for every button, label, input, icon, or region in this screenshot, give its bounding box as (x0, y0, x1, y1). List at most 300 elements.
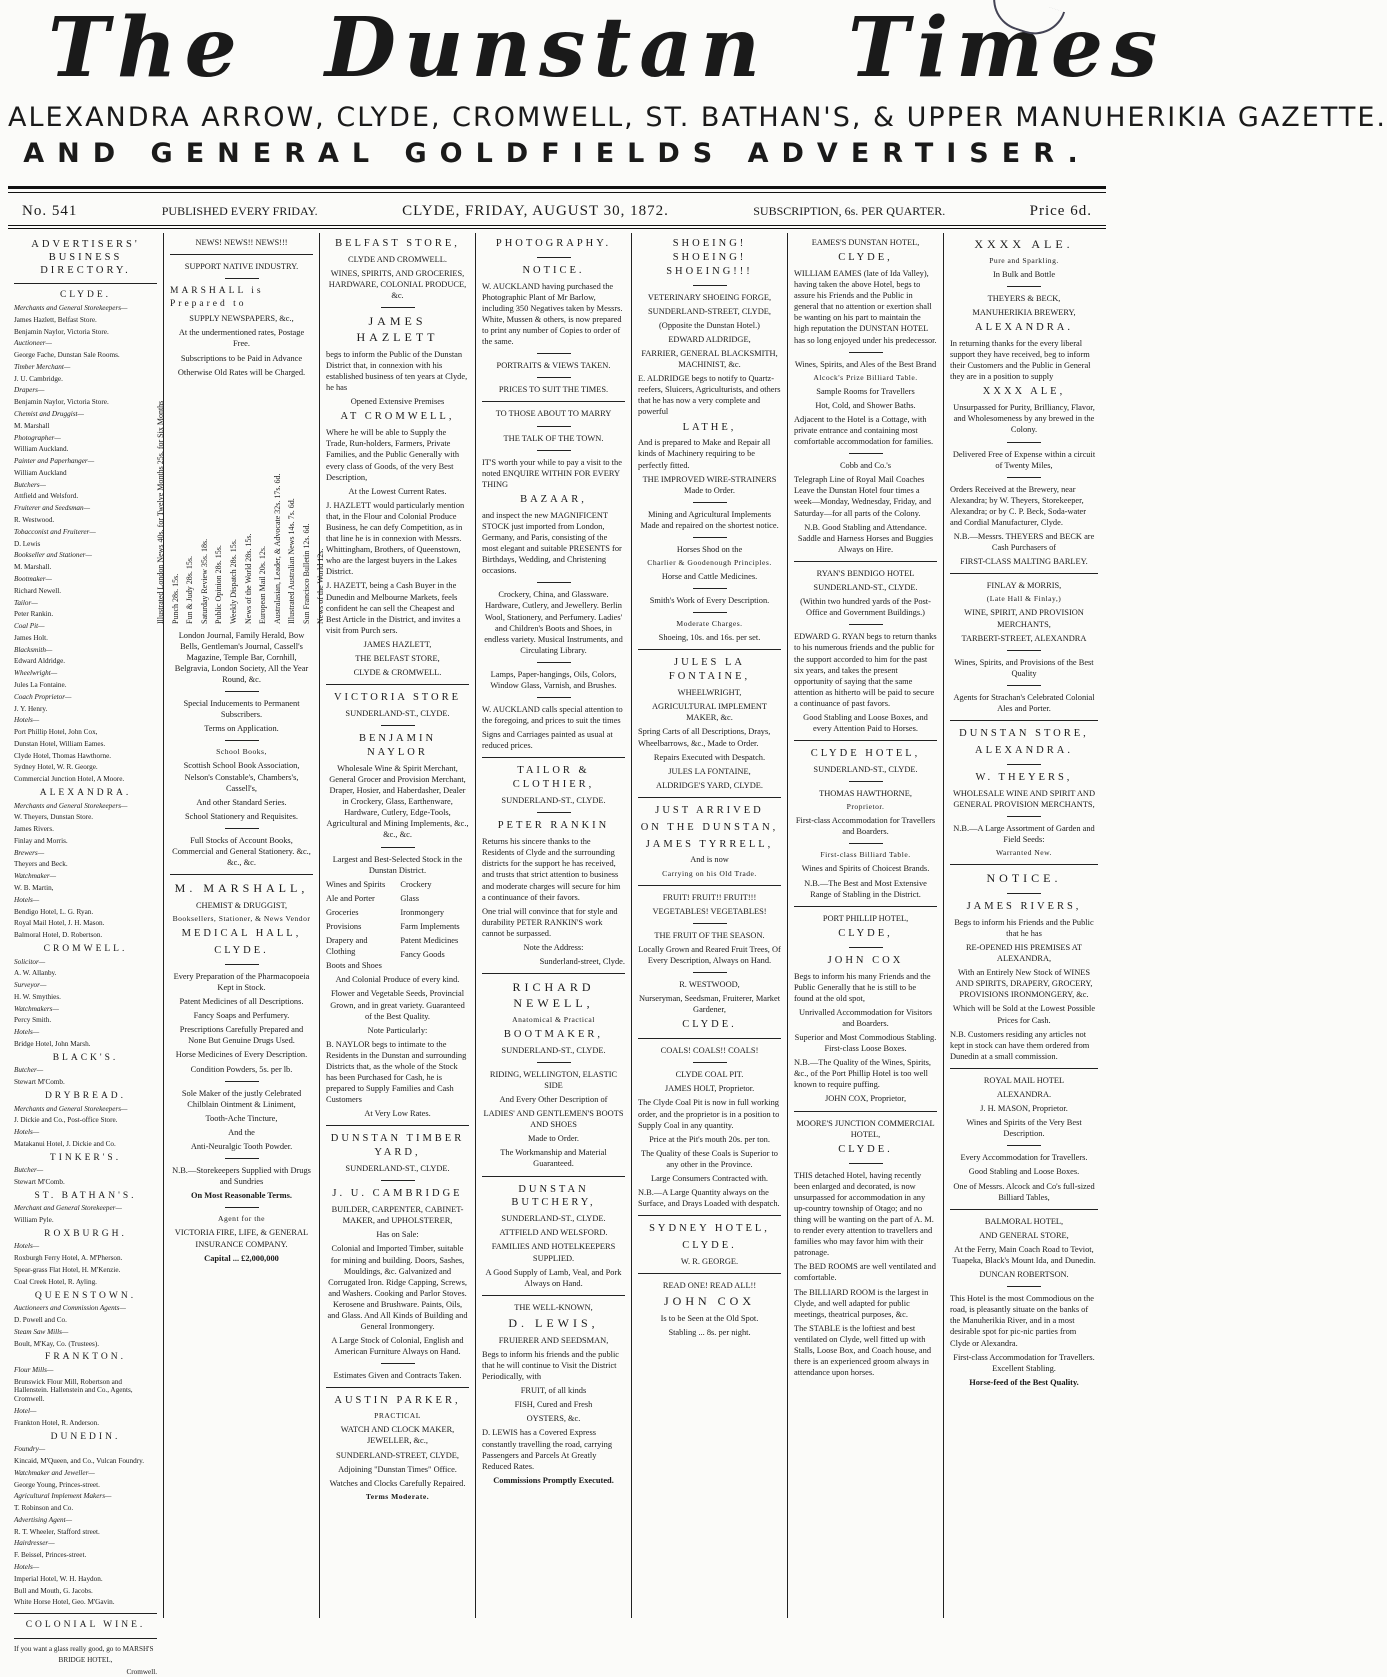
goods-item: Drapery and Clothing (326, 936, 368, 957)
town-heading: BLACK'S. (52, 1052, 119, 1063)
town-heading: CLYDE. (59, 290, 112, 301)
dir-entry: Clyde Hotel, Thomas Hawthorne. (14, 751, 112, 760)
ad-text: With an Entirely New Stock of WINES AND SPIRITS, DRAPERY, GROCERY, PROVISIONS IRONMONGERY, &c. (955, 968, 1093, 1000)
dir-category: Butchers— (14, 480, 46, 489)
ad-heading: THEYERS & BECK, (987, 293, 1061, 303)
goods-item: Ale and Porter (326, 893, 375, 903)
dir-category: Blacksmith— (14, 645, 53, 654)
ad-text: (Opposite the Dunstan Hotel.) (659, 320, 760, 330)
goods-item: Fancy Goods (400, 950, 445, 960)
dir-entry: Kincaid, M'Queen, and Co., Vulcan Foundry. (14, 1456, 145, 1465)
rate-row: Illustrated London News 40s. for Twelve Months 25s. for Six Months (156, 400, 166, 624)
ad-text: Sole Maker of the justly Celebrated Chilblain Ointment & Liniment, (181, 1088, 302, 1109)
divider (950, 720, 1098, 721)
ad-text: Colonial and Imported Timber, suitable for mining and building. Doors, Sashes, Mouldings, &c. Galvanized and Corrugated Iron. Ridge Capping, Screws, and Washers. Cooking and Parlor Stoves. Kerosene and Brushware. Paints, Oils, and Glass. And All Kinds of Building and General Ironmongery. (327, 1244, 468, 1332)
ad-text: Flower and Vegetable Seeds, Provincial Grown, and in great variety. Guaranteed of the Best Quality. (330, 989, 465, 1021)
divider (794, 906, 937, 907)
ad-heading: COLONIAL WINE. (25, 1620, 146, 1631)
dateline (8, 193, 1106, 226)
ad-text: First-class Accommodation for Travellers. Excellent Stabling. (953, 1352, 1095, 1373)
ad-text: Spring Carts of all Descriptions, Drays, Wheelbarrows, &c., Made to Order. (638, 727, 771, 748)
ad-text: If you want a glass really good, go to MARSH'S (14, 1644, 154, 1653)
divider (381, 847, 415, 848)
dir-entry: Coal Creek Hotel, R. Ayling. (14, 1277, 97, 1286)
ad-heading: PHOTOGRAPHY. (495, 238, 612, 249)
ad-text: Otherwise Old Rates will be Charged. (177, 367, 306, 377)
dir-category: Hotels— (14, 1028, 40, 1037)
ad-text: In returning thanks for the every liberal support they have received, beg to inform their Customers and the Public in General they are in a position to supply (950, 338, 1091, 382)
ad-heading: DUNSTAN TIMBER YARD, (330, 1133, 465, 1159)
ad-text: SUNDERLAND-ST., CLYDE. (813, 765, 918, 775)
ad-text: RIDING, WELLINGTON, ELASTIC SIDE (489, 1069, 618, 1090)
dir-entry: Finlay and Morris. (14, 836, 68, 845)
ad-text: The Quality of these Coals is Superior to any other in the Province. (640, 1148, 778, 1169)
masthead-title (8, 0, 1166, 96)
ad-text: Returns his sincere thanks to the Residents of Clyde and the surrounding districts for the support he has received, and trusts that strict attention to business and moderate charges will secure for him a continuance of their favors. (482, 837, 621, 902)
dir-category: Coal Pit— (14, 622, 45, 631)
ad-text: Largest and Best-Selected Stock in the Dunstan District. (332, 854, 463, 875)
rate-row: Sun Francisco Bulletin 12s. 6d. (301, 523, 311, 624)
issue-price: Price 6d. (1029, 203, 1092, 219)
publish-frequency: PUBLISHED EVERY FRIDAY. (161, 204, 318, 218)
ad-text: One trial will convince that for style and durability PETER RANKIN'S work cannot be surpassed. (482, 906, 618, 938)
ad-text: And Every Other Description of (499, 1095, 608, 1104)
ad-text: J. HAZETT, being a Cash Buyer in the Dunedin and Melbourne Markets, feels confident he can sell the Cheapest and Best Article in the District, and invites a visit from Purch sers. (326, 581, 461, 635)
divider (225, 828, 259, 829)
dir-entry: Peter Rankin. (14, 610, 54, 619)
ad-text: At the undermentioned rates, Postage Free. (178, 328, 305, 349)
divider (638, 1038, 781, 1039)
ad-text: W. AUCKLAND calls special attention to the foregoing, and prices to suit the times (482, 705, 623, 726)
ad-text: And is now (690, 855, 729, 865)
divider (1007, 764, 1041, 765)
ad-text: Large Consumers Contracted with. (650, 1174, 769, 1184)
masthead-rule (8, 186, 1106, 193)
divider (638, 1215, 781, 1216)
dir-category: Advertising Agent— (14, 1515, 72, 1524)
ad-text: One of Messrs. Alcock and Co's full-sized Billiard Tables, (953, 1181, 1095, 1202)
ad-text: Good Stabling and Loose Boxes. (968, 1167, 1080, 1177)
dir-entry: White Horse Hotel, Geo. M'Gavin. (14, 1598, 115, 1607)
dir-category: Watchmaker and Jeweller— (14, 1468, 95, 1477)
ad-text: Is to be Seen at the Old Spot. (660, 1314, 759, 1324)
ad-text: OYSTERS, &c. (526, 1414, 581, 1424)
ad-text: J. HAZLETT would particularly mention that, in the Flour and Colonial Produce Business, he can defy Competition, as in that line he is in connexion with Messrs. Whittingham, Brothers, of Queenstown, who are the largest buyers in the Lakes District. (326, 500, 465, 577)
ad-text: Full Stocks of Account Books, Commercial and General Stationery. &c., &c., &c. (172, 835, 311, 868)
goods-item: Ironmongery (400, 907, 445, 917)
divider (693, 285, 727, 286)
ad-heading: VICTORIA STORE (333, 692, 462, 704)
ad-text: Watches and Clocks Carefully Repaired. (329, 1478, 466, 1488)
dir-category: Butcher— (14, 1066, 44, 1075)
ad-text: The Workmanship and Material Guaranteed. (500, 1148, 607, 1169)
ad-text: Has on Sale: (376, 1230, 419, 1240)
ad-text: Stabling ... 8s. per night. (668, 1328, 751, 1338)
dir-entry: Edward Aldridge. (14, 657, 66, 666)
divider (537, 1062, 571, 1063)
dir-entry: Spear-grass Flat Hotel, H. M'Kenzie. (14, 1266, 121, 1275)
ad-heading: BOOTMAKER, (503, 1028, 604, 1040)
ad-text: WATCH AND CLOCK MAKER, JEWELLER, &c., (340, 1425, 455, 1446)
dir-category: Merchants and General Storekeepers— (14, 1104, 128, 1113)
ad-text: Special Inducements to Permanent Subscribers. (183, 699, 300, 720)
ad-heading: CLYDE. (838, 1143, 893, 1155)
ad-text: School Stationery and Requisites. (184, 811, 299, 821)
masthead-word-3: Times (847, 0, 1166, 96)
divider (537, 377, 571, 378)
divider (170, 874, 313, 875)
ad-text: WINE, SPIRIT, AND PROVISION MERCHANTS, (964, 608, 1084, 629)
town-heading: FRANKTON. (45, 1352, 126, 1363)
divider (482, 1295, 625, 1296)
dir-entry: H. W. Smythies. (14, 992, 61, 1001)
ad-text: At the Lowest Current Rates. (348, 486, 447, 496)
town-heading: TINKER'S. (49, 1152, 122, 1163)
ad-text: Patent Medicines of all Descriptions. (179, 997, 304, 1007)
dir-entry: William Auckland (14, 468, 67, 477)
ad-heading: DUNCAN ROBERTSON. (979, 1270, 1069, 1280)
ad-text: Horse-feed of the Best Quality. (969, 1377, 1079, 1387)
ad-text: Agent for the (218, 1214, 265, 1224)
ad-text: A Large Stock of Colonial, English and American Furniture Always on Hand. (331, 1336, 464, 1357)
ad-heading: SUPPORT NATIVE INDUSTRY. (184, 262, 299, 272)
dir-entry: R. Westwood. (14, 516, 55, 525)
ad-heading: CLYDE. (214, 945, 269, 957)
divider (849, 624, 883, 625)
ad-text: Nurseryman, Seedsman, Fruiterer, Market Gardener, (638, 994, 781, 1015)
ad-heading: CLYDE, (838, 927, 893, 939)
dir-category: Merchants and General Storekeepers— (14, 801, 128, 810)
dir-entry: Attfield and Welsford. (14, 492, 79, 501)
ad-text: BRIDGE HOTEL, (58, 1656, 113, 1665)
ad-text: Adjoining "Dunstan Times" Office. (338, 1464, 457, 1474)
dir-entry: T. Robinson and Co. (14, 1504, 74, 1513)
ad-text: WINES, SPIRITS, AND GROCERIES, HARDWARE, COLONIAL PRODUCE, &c. (328, 268, 467, 301)
town-heading: CROMWELL. (43, 943, 128, 954)
goods-item: Boots and Shoes (326, 961, 382, 971)
ad-text: Wines, Spirits, and Provisions of the Best Quality (954, 657, 1094, 678)
ad-text: First-class Accommodation for Travellers and Boarders. (795, 816, 936, 837)
column-stores (320, 233, 476, 1618)
divider (794, 1111, 937, 1112)
divider (14, 1638, 157, 1639)
dir-category: Drapers— (14, 386, 45, 395)
ad-heading: FRUIT! FRUIT!! FRUIT!!! (662, 892, 757, 902)
ad-text: Delivered Free of Expense within a circuit of Twenty Miles, (952, 449, 1096, 470)
divider (225, 1158, 259, 1159)
dir-entry: A. W. Allanby. (14, 969, 57, 978)
ad-text: WHEELWRIGHT, (677, 688, 742, 698)
dir-category: Merchant and General Storekeeper— (14, 1204, 122, 1213)
dir-category: Hairdresser— (14, 1539, 55, 1548)
dir-entry: Percy Smith. (14, 1016, 52, 1025)
ad-text: Fancy Soaps and Perfumery. (193, 1011, 290, 1021)
ad-heading: ALEXANDRA. (996, 1089, 1052, 1099)
masthead-subtitle: ALEXANDRA ARROW, CLYDE, CROMWELL, ST. BATHAN'S, & UPPER MANUHERIKIA GAZETTE. (8, 102, 1387, 133)
dir-entry: Bull and Mouth, G. Jacobs. (14, 1586, 93, 1595)
dir-category: Painter and Paperhanger— (14, 457, 95, 466)
ad-heading: COALS! COALS!! COALS! (660, 1046, 759, 1056)
ad-text: Lamps, Paper-hangings, Oils, Colors, Window Glass, Varnish, and Brushes. (490, 669, 617, 691)
ad-text: SUNDERLAND-ST., CLYDE. (345, 1164, 450, 1174)
ad-text: The Clyde Coal Pit is now in full working order, and the proprietor is in a position to Supply Coal in any quantity. (638, 1098, 780, 1130)
goods-item: Wines and Spirits (326, 879, 386, 889)
ad-heading: D. LEWIS, (508, 1315, 599, 1330)
divider (537, 257, 571, 258)
ad-text: Hot, Cold, and Shower Baths. (815, 400, 916, 410)
divider (794, 740, 937, 741)
dir-entry: Richard Newell. (14, 586, 62, 595)
divider (1007, 442, 1041, 443)
ad-text: N.B.—Storekeepers Supplied with Drugs and Sundries (172, 1166, 311, 1187)
ad-text: PRACTICAL (374, 1411, 421, 1421)
ad-text: Warranted New. (995, 848, 1053, 858)
masthead-word-2: Dunstan (324, 0, 768, 96)
column-newspapers (156, 233, 326, 1618)
ad-heading: RICHARD NEWELL, (512, 980, 595, 1011)
ad-text: SUNDERLAND-ST., CLYDE. (345, 709, 450, 719)
ad-text: ATTFIELD AND WELSFORD. (499, 1228, 608, 1238)
ad-text: THE TALK OF THE TOWN. (503, 433, 604, 443)
dir-entry: Benjamin Naylor, Victoria Store. (14, 327, 109, 336)
ad-heading: NEWS! NEWS!! NEWS!!! (195, 238, 288, 247)
divider (693, 1062, 727, 1063)
ad-text: Horse Medicines of Every Description. (175, 1050, 308, 1060)
dir-category: Timber Merchant— (14, 362, 71, 371)
ad-text: Repairs Executed with Despatch. (653, 752, 766, 762)
ad-text: Horses Shod on the (676, 545, 743, 555)
ad-text: And other Standard Series. (196, 797, 287, 807)
ad-text: THE IMPROVED WIRE-STRAINERS Made to Order. (642, 474, 777, 495)
divider (326, 1387, 469, 1388)
ad-heading: CLYDE. (682, 1240, 737, 1252)
ad-text: Note Particularly: (367, 1025, 428, 1035)
ad-text: (Late Hall & Finlay,) (986, 594, 1062, 604)
goods-item: Groceries (326, 907, 359, 917)
divider (225, 1081, 259, 1082)
divider (381, 1363, 415, 1364)
ad-heading: CLYDE. (682, 1019, 737, 1031)
ad-text: At the Ferry, Main Coach Road to Teviot, Tuapeka, Black's Mount Ida, and Dunedin. (952, 1244, 1096, 1266)
dir-category: Tailor— (14, 598, 38, 607)
town-heading: ROXBURGH. (44, 1228, 127, 1239)
ad-text: and inspect the new MAGNIFICENT STOCK just imported from London, Germany, and Paris, consisting of the most elegant and suitable PRESENTS for Birthdays, Wedding, and Christening occasions. (482, 510, 622, 576)
ad-heading: VEGETABLES! VEGETABLES! (652, 906, 767, 916)
ad-text: At Very Low Rates. (364, 1109, 431, 1119)
ad-heading: CLYDE COAL PIT. (675, 1070, 744, 1080)
dir-entry: Bendigo Hotel, L. G. Ryan. (14, 907, 94, 916)
ad-heading: DUNSTAN STORE, (959, 728, 1089, 740)
divider (225, 1207, 259, 1208)
rate-row: Australasian, Leader, & Advocate 32s. 17s. 6d. (272, 473, 282, 624)
ad-text: Mining and Agricultural Implements Made and repaired on the shortest notice. (640, 509, 779, 530)
ad-text: (Within two hundred yards of the Post-Office and Government Buildings.) (800, 597, 931, 618)
ad-text: In Bulk and Bottle (992, 269, 1056, 279)
ad-text: Shoeing, 10s. and 16s. per set. (658, 633, 761, 643)
divider (537, 697, 571, 698)
goods-item: Provisions (326, 921, 362, 931)
ad-text: First-class Billiard Table. (820, 850, 911, 860)
ad-text: EDWARD ALDRIDGE, (668, 334, 751, 344)
town-heading: DRYBREAD. (44, 1090, 127, 1101)
dir-category: Foundry— (14, 1445, 46, 1454)
divider (1007, 650, 1041, 651)
ad-text: Begs to inform his Friends and the Public that he has (954, 917, 1094, 938)
dir-category: Butcher— (14, 1166, 44, 1175)
dir-entry: Stewart M'Comb. (14, 1078, 65, 1087)
ad-text: Carrying on his Old Trade. (662, 868, 757, 878)
divider (849, 781, 883, 782)
dir-entry: D. Lewis (14, 539, 41, 548)
ad-text: RE-OPENED HIS PREMISES AT ALEXANDRA, (965, 942, 1083, 964)
divider (950, 1209, 1098, 1210)
rate-row: Punch 28s. 15s. (170, 573, 180, 624)
ad-text: Prescriptions Carefully Prepared and None But Genuine Drugs Used. (179, 1025, 304, 1046)
rate-row: Weekly Dispatch 28s. 15s. (228, 538, 238, 624)
dir-entry: William Auckland. (14, 445, 69, 454)
dir-entry: Balmoral Hotel, D. Robertson. (14, 931, 103, 940)
ad-text: Sample Rooms for Travellers (816, 386, 915, 396)
ad-heading: SHOEING! SHOEING! SHOEING!!! (666, 238, 753, 277)
ad-text: Smith's Work of Every Description. (649, 596, 770, 606)
rate-row: European Mail 20s. 12s. (258, 545, 268, 624)
divider (482, 973, 625, 974)
ad-heading: JAMES RIVERS, (966, 900, 1082, 912)
divider (225, 740, 259, 741)
divider (1007, 685, 1041, 686)
ad-text: Begs to inform his friends and the public that he will continue to Visit the District Periodically, with (482, 1349, 620, 1382)
ad-text: Terms Moderate. (365, 1491, 430, 1501)
ad-heading: RYAN'S BENDIGO HOTEL (816, 568, 915, 578)
ad-text: Charlier & Goodenough Principles. (647, 558, 772, 568)
rate-row: Illustrated Australian News 14s. 7s. 6d. (287, 497, 297, 624)
divider (1007, 816, 1041, 817)
ad-heading: FIRST-CLASS MALTING BARLEY. (960, 557, 1088, 567)
divider (693, 923, 727, 924)
divider (537, 450, 571, 451)
ad-text: Wines, Spirits, and Ales of the Best Brand (794, 359, 937, 369)
rate-row: Fun & Judy 28s. 15s. (185, 555, 195, 624)
divider (482, 1176, 625, 1177)
ad-text: Horse and Cattle Medicines. (661, 572, 758, 582)
dir-entry: M. Marshall. (14, 563, 52, 572)
goods-item: Glass (400, 893, 419, 903)
ad-text: R. WESTWOOD, (679, 980, 740, 990)
column-photography (476, 233, 632, 1618)
ad-text: The STABLE is the loftiest and best ventilated on Clyde, well fitted up with Stalls, Loose Box, and Coach house, and there is an experienced groom always in attendance upon horses. (794, 1323, 932, 1378)
dir-category: Bootmaker— (14, 574, 52, 583)
column-shoeing (632, 233, 788, 1618)
ad-text: N.B.—A Large Quantity always on the Surface, and Drays Loaded with despatch. (638, 1188, 780, 1209)
dir-category: Hotel— (14, 1407, 37, 1416)
ad-text: SUNDERLAND-STREET, CLYDE, (648, 306, 771, 316)
ad-heading: JAMES HAZLETT (356, 314, 439, 345)
divider (1007, 286, 1041, 287)
dir-entry: Imperial Hotel, W. H. Haydon. (14, 1574, 103, 1583)
dir-category: Merchants and General Storekeepers— (14, 303, 128, 312)
ad-heading: PORT PHILLIP HOTEL, (822, 913, 909, 923)
dir-category: Hotels— (14, 716, 40, 725)
ad-heading: ALEXANDRA. (975, 322, 1073, 334)
rate-row: News of the World 12s. (316, 548, 326, 624)
newspaper-rate-table (156, 384, 326, 624)
divider (537, 582, 571, 583)
ad-text: London Journal, Family Herald, Bow Bells, Gentleman's Journal, Cassell's Magazine, Temple Bar, Cornhill, Belgravia, London Society, All the Year Round, &c. (174, 630, 309, 685)
ad-text: N.B. Good Stabling and Attendance. Saddle and Harness Horses and Buggies Always on Hire. (797, 522, 934, 554)
ad-text: Unsurpassed for Purity, Brilliancy, Flavor, and Wholesomeness by any brewed in the Colony. (953, 403, 1095, 435)
ad-text: N.B.—Messrs. THEYERS and BECK are Cash Purchasers of (953, 532, 1095, 553)
ad-text: SUNDERLAND-ST., CLYDE. (813, 583, 918, 593)
ad-text: Adjacent to the Hotel is a Cottage, with private entrance and containing most comfortable accommodation for families. (794, 414, 934, 447)
rate-row: Saturday Review 35s. 18s. (199, 538, 209, 624)
dir-category: Solicitor— (14, 957, 46, 966)
dir-category: Bookseller and Stationer— (14, 551, 92, 560)
dir-entry: Stewart M'Comb. (14, 1177, 65, 1186)
ad-heading: FINLAY & MORRIS, (986, 581, 1062, 591)
dir-entry: W. B. Martin, (14, 884, 54, 893)
rate-row: Public Opinion 28s. 15s. (214, 544, 224, 624)
ad-text: FRUIERER AND SEEDSMAN, (498, 1335, 609, 1345)
ad-text: W. R. GEORGE. (680, 1257, 739, 1267)
dir-category: Flour Mills— (14, 1365, 54, 1374)
town-heading: ALEXANDRA. (39, 788, 132, 798)
divider (693, 972, 727, 973)
ad-text: N.B. Customers residing any articles not kept in stock can have them ordered from Dunedin at a small commission. (950, 1029, 1090, 1061)
ad-text: FAMILIES AND HOTELKEEPERS SUPPLIED. (491, 1242, 616, 1263)
dir-entry: D. Powell and Co. (14, 1315, 67, 1324)
ad-text: B. NAYLOR begs to intimate to the Residents in the Dunstan and surrounding Districts that, as the whole of the Stock has been Purchased for Cash, he is prepared to Supply Families and Cash Customers (326, 1039, 467, 1105)
ad-heading: MOORE'S JUNCTION COMMERCIAL HOTEL, (796, 1118, 935, 1139)
issue-number: No. 541 (22, 203, 78, 219)
divider (170, 254, 313, 255)
ad-heading: CLYDE HOTEL, (810, 748, 921, 760)
ad-text: LADIES' AND GENTLEMEN'S BOOTS AND SHOES (483, 1109, 624, 1130)
dir-category: Brewers— (14, 848, 45, 857)
goods-item: Crockery (400, 879, 432, 889)
divider (849, 843, 883, 844)
ad-heading: JAMES TYRRELL, (645, 838, 774, 850)
ad-text: Price at the Pit's mouth 20s. per ton. (649, 1134, 770, 1144)
ad-heading: JOHN COX (827, 954, 904, 966)
dir-category: Hotels— (14, 1128, 40, 1137)
dir-entry: Dunstan Hotel, William Eames. (14, 739, 106, 748)
rate-row: News of the World 28s. 15s. (243, 533, 253, 624)
ad-heading: BENJAMIN NAYLOR (358, 733, 437, 758)
divider (482, 757, 625, 758)
ad-heading: BELFAST STORE, (335, 238, 460, 249)
ad-heading: PORTRAITS & VIEWS TAKEN. (496, 361, 611, 371)
masthead (8, 0, 1166, 96)
ad-text: Proprietor. (846, 802, 885, 812)
ad-text: Unrivalled Accommodation for Visitors and Boarders. (798, 1007, 933, 1028)
divider (950, 1068, 1098, 1069)
dir-category: Auctioneer— (14, 339, 52, 348)
ad-text: JULES LA FONTAINE, (668, 766, 751, 776)
issue-date: CLYDE, FRIDAY, AUGUST 30, 1872. (402, 203, 669, 219)
divider (693, 537, 727, 538)
dir-category: Coach Proprietor— (14, 692, 72, 701)
ad-heading: TO THOSE ABOUT TO MARRY (495, 409, 612, 419)
ad-text: Moderate Charges. (676, 619, 743, 629)
ad-text: VICTORIA FIRE, LIFE, & GENERAL INSURANCE COMPANY. (174, 1228, 309, 1249)
town-heading: QUEENSTOWN. (34, 1290, 137, 1301)
ad-text: Cromwell. (126, 1668, 157, 1677)
ad-text: JAMES HOLT, Proprietor. (664, 1084, 755, 1094)
ad-text: N.B.—A Large Assortment of Garden and Field Seeds: (953, 823, 1095, 844)
dir-category: Steam Saw Mills— (14, 1327, 69, 1336)
ad-text: N.B.—The Best and Most Extensive Range of Stabling in the District. (804, 878, 927, 899)
divider (950, 864, 1098, 865)
